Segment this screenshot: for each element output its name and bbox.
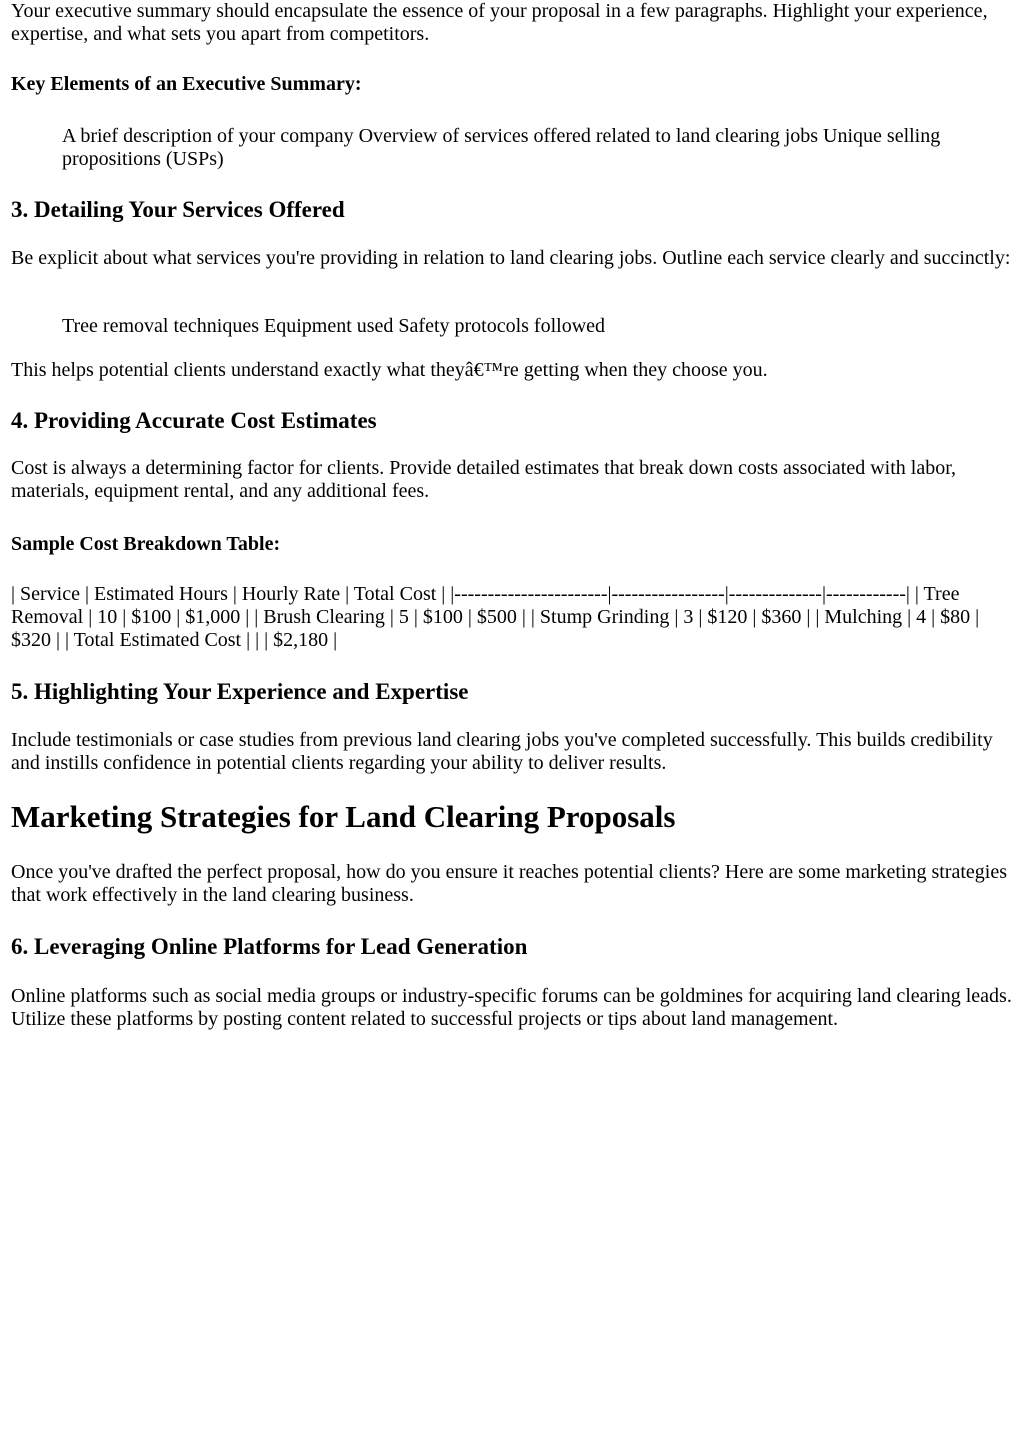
key-elements-heading: Key Elements of an Executive Summary:	[11, 73, 362, 95]
intro-paragraph: Your executive summary should encapsulate the essence of your proposal in a few paragraphs. Highlight your experience, expertise, and what sets you apart from competitors.	[11, 0, 988, 45]
section3-heading: 3. Detailing Your Services Offered	[11, 197, 345, 222]
section3-list: Tree removal techniques Equipment used Safety protocols followed	[62, 315, 606, 337]
key-elements-list: A brief description of your company Overview of services offered related to land clearing jobs Unique selling propositions (USPs)	[62, 125, 941, 170]
section6-heading: 6. Leveraging Online Platforms for Lead Generation	[11, 934, 528, 959]
section3-followup: This helps potential clients understand exactly what theyâ€™re getting when they choose you.	[11, 359, 768, 381]
section4-heading: 4. Providing Accurate Cost Estimates	[11, 408, 377, 433]
section6-paragraph: Online platforms such as social media groups or industry-specific forums can be goldmines for acquiring land clearing leads. Utilize these platforms by posting content related to successful projects or tips about land management.	[11, 985, 1012, 1030]
table-heading: Sample Cost Breakdown Table:	[11, 533, 281, 555]
marketing-paragraph: Once you've drafted the perfect proposal, how do you ensure it reaches potential clients? Here are some marketing strategies that work effectively in the land clearing business.	[11, 861, 1007, 906]
section5-heading: 5. Highlighting Your Experience and Expertise	[11, 679, 469, 704]
section5-paragraph: Include testimonials or case studies from previous land clearing jobs you've completed successfully. This builds credibility and instills confidence in potential clients regarding your ability to deliver results.	[11, 729, 993, 774]
cost-table-text: | Service | Estimated Hours | Hourly Rate | Total Cost | |-----------------------|-----------------|--------------|------------| | Tree Removal | 10 | $100 | $1,000 | | Brush Clearing | 5 | $100 | $500 | | Stump Grinding | 3 | $120 | $360 | | Mulching | 4 | $80 | $320 | | Total Estimated Cost | | | $2,180 |	[11, 583, 980, 651]
section3-paragraph: Be explicit about what services you're providing in relation to land clearing jobs. Outline each service clearly and succinctly:	[11, 247, 1011, 269]
section4-paragraph: Cost is always a determining factor for clients. Provide detailed estimates that break down costs associated with labor, materials, equipment rental, and any additional fees.	[11, 457, 957, 502]
marketing-heading: Marketing Strategies for Land Clearing Proposals	[11, 799, 676, 834]
